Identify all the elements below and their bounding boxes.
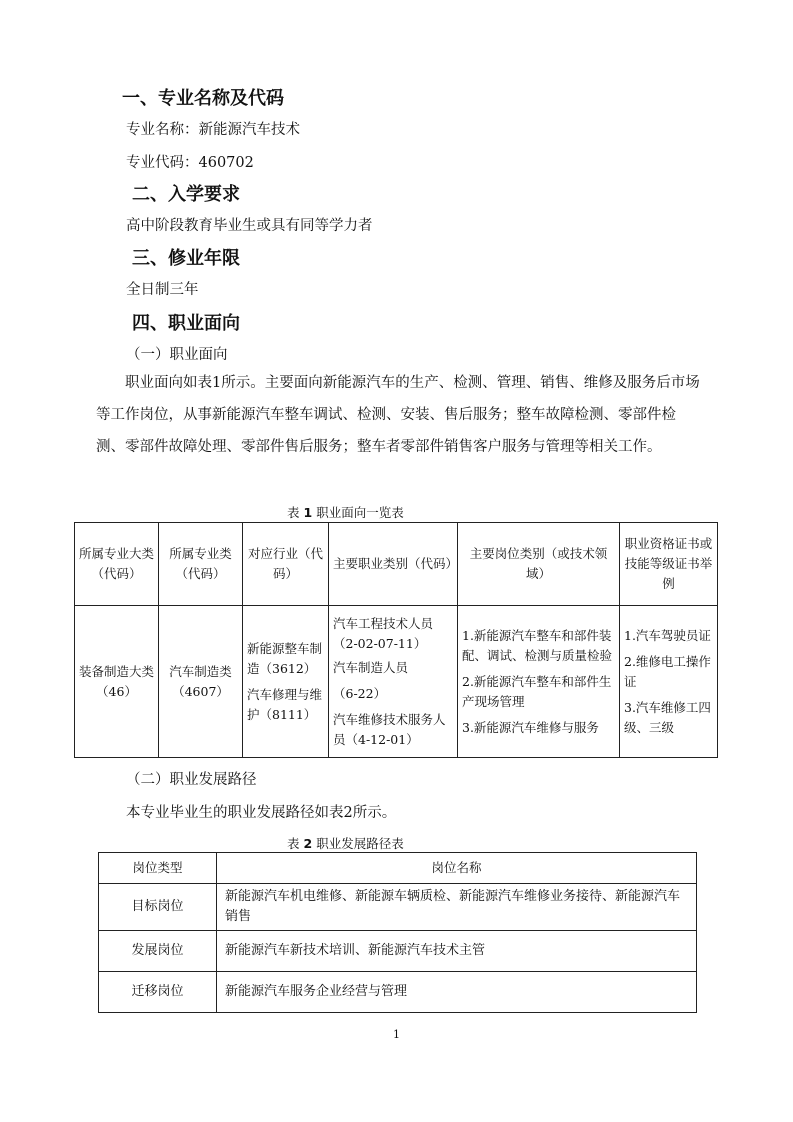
header-major-class: 所属专业类（代码）	[159, 523, 243, 606]
table1-caption	[287, 503, 404, 521]
cell-position-names: 新能源汽车机电维修、新能源车辆质检、新能源汽车维修业务接待、新能源汽车销售	[217, 884, 697, 931]
header-industry: 对应行业（代码）	[243, 523, 329, 606]
header-position-type: 岗位类型	[99, 853, 217, 884]
cell-position-names: 新能源汽车新技术培训、新能源汽车技术主管	[217, 931, 697, 972]
section-heading-duration: 三、修业年限	[132, 248, 240, 269]
industry-item: 新能源整车制造（3612）	[247, 640, 323, 676]
section-heading-career: 四、职业面向	[132, 313, 240, 334]
career-orientation-paragraph: 职业面向如表1所示。主要面向新能源汽车的生产、检测、管理、销售、维修及服务后市场等工作岗位，从事新能源汽车整车调试、检测、安装、售后服务；整车故障检测、零部件检测、零部件故障处理、零部件售后服务；整车者零部件销售客户服务与管理等相关工作。	[96, 375, 700, 455]
cell-occupations	[329, 606, 458, 758]
duration-text: 全日制三年	[126, 282, 199, 298]
career-orientation-table	[74, 522, 718, 758]
table1-caption-text: 职业面向一览表	[316, 505, 404, 520]
table2-caption-prefix: 表	[287, 836, 300, 851]
cell-industries	[243, 606, 329, 758]
career-path-table	[98, 852, 697, 1013]
admission-text: 高中阶段教育毕业生或具有同等学力者	[126, 218, 373, 234]
table2-caption	[287, 834, 404, 852]
occupation-item: 汽车工程技术人员（2-02-07-11）	[333, 615, 434, 651]
header-certificate: 职业资格证书或技能等级证书举例	[620, 523, 718, 606]
subheading-career-path: （二）职业发展路径	[126, 772, 257, 788]
table-row	[99, 884, 697, 931]
section-heading-admission: 二、入学要求	[132, 184, 240, 205]
table2-caption-number: 2	[303, 836, 313, 851]
position-item: 3.新能源汽车维修与服务	[462, 719, 599, 735]
cell-position-names: 新能源汽车服务企业经营与管理	[217, 972, 697, 1013]
occupation-item: 汽车维修技术服务人员（4-12-01）	[333, 711, 446, 747]
position-item: 1.新能源汽车整车和部件装配、调试、检测与质量检验	[462, 627, 613, 663]
major-name-line: 专业名称：新能源汽车技术	[126, 122, 300, 138]
header-major-category: 所属专业大类（代码）	[75, 523, 159, 606]
position-item: 2.新能源汽车整车和部件生产现场管理	[462, 673, 612, 709]
header-position-names: 岗位名称	[217, 853, 697, 884]
subheading-career-orientation: （一）职业面向	[126, 347, 228, 363]
header-position: 主要岗位类别（或技术领域）	[458, 523, 620, 606]
table1-caption-prefix: 表	[287, 505, 300, 520]
occupation-item: 汽车制造人员	[333, 659, 409, 675]
section-heading-name-code: 一、专业名称及代码	[122, 88, 284, 109]
certificate-item: 2.维修电工操作证	[624, 653, 711, 689]
table-row	[75, 606, 718, 758]
page-number: 1	[393, 1028, 400, 1041]
cell-certificates	[620, 606, 718, 758]
certificate-item: 3.汽车维修工四级、三级	[624, 699, 711, 735]
table-header-row	[75, 523, 718, 606]
major-code-line: 专业代码：460702	[126, 155, 254, 171]
industry-item: 汽车修理与维护（8111）	[247, 686, 323, 722]
table-row	[99, 972, 697, 1013]
cell-position-type: 目标岗位	[99, 884, 217, 931]
table-header-row	[99, 853, 697, 884]
cell-major-category: 装备制造大类（46）	[75, 606, 159, 758]
cell-position-type: 迁移岗位	[99, 972, 217, 1013]
header-occupation: 主要职业类别（代码）	[329, 523, 458, 606]
career-path-intro: 本专业毕业生的职业发展路径如表2所示。	[126, 805, 397, 821]
table-row	[99, 931, 697, 972]
cell-positions	[458, 606, 620, 758]
table2-caption-text: 职业发展路径表	[316, 836, 404, 851]
cell-position-type: 发展岗位	[99, 931, 217, 972]
occupation-item: （6-22）	[333, 685, 387, 701]
table1-caption-number: 1	[303, 505, 313, 520]
certificate-item: 1.汽车驾驶员证	[624, 627, 711, 643]
cell-major-class: 汽车制造类（4607）	[159, 606, 243, 758]
